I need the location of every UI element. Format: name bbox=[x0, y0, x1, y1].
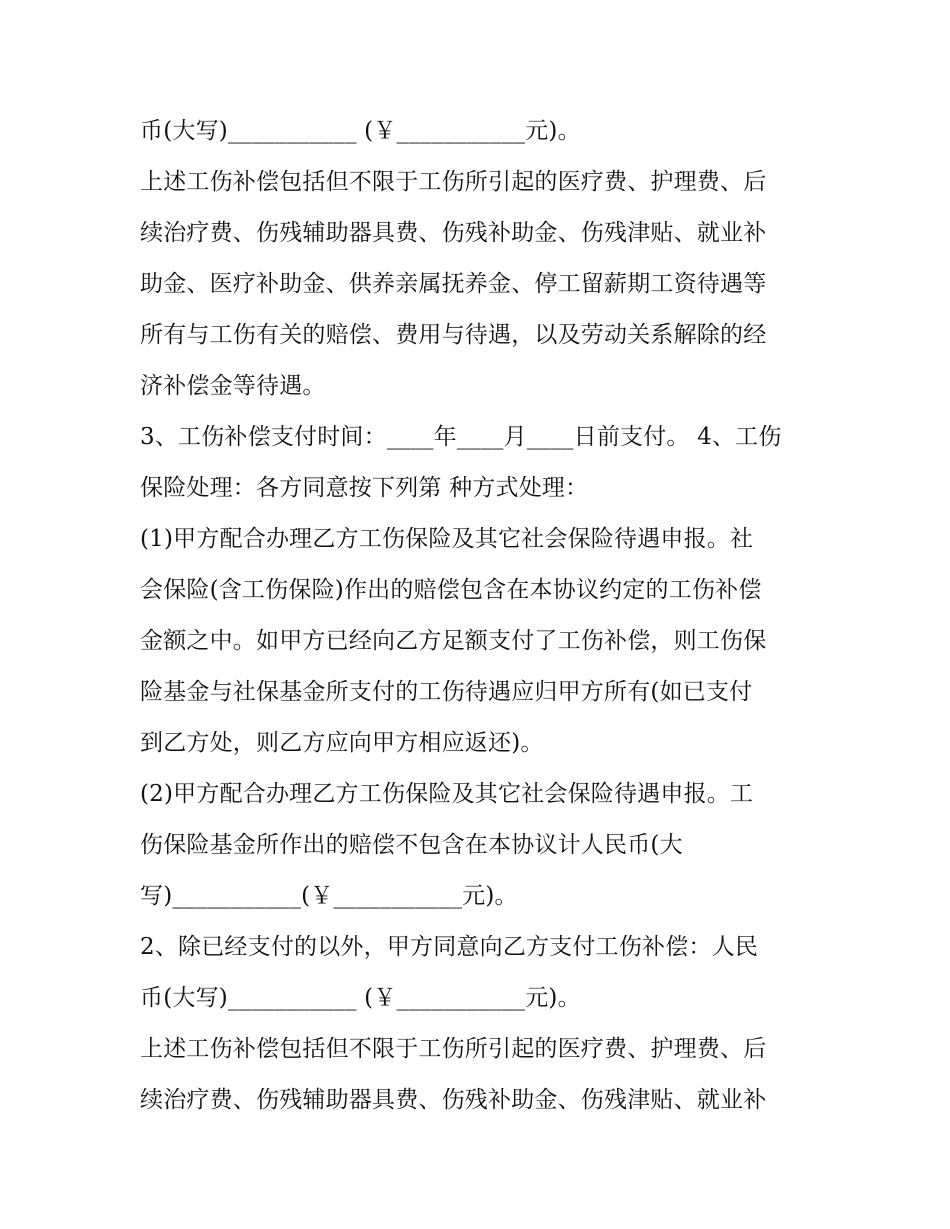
text-line-18: 币(大写)___________ (￥___________元)。 bbox=[140, 985, 581, 1011]
text-line-3: 续治疗费、伤残辅助器具费、伤残补助金、伤残津贴、就业补 bbox=[140, 220, 767, 246]
text-line-1: 币(大写)___________ (￥___________元)。 bbox=[140, 118, 581, 144]
text-line-2: 上述工伤补偿包括但不限于工伤所引起的医疗费、护理费、后 bbox=[140, 169, 767, 195]
text-line-5: 所有与工伤有关的赔偿、费用与待遇，以及劳动关系解除的经 bbox=[140, 322, 767, 348]
text-line-8: 保险处理：各方同意按下列第 种方式处理： bbox=[140, 475, 589, 501]
text-line-15: 伤保险基金所作出的赔偿不包含在本协议计人民币(大 bbox=[140, 832, 683, 858]
text-line-10: 会保险(含工伤保险)作出的赔偿包含在本协议约定的工伤补偿 bbox=[140, 577, 762, 603]
text-line-9: (1)甲方配合办理乙方工伤保险及其它社会保险待遇申报。社 bbox=[140, 526, 754, 552]
text-line-4: 助金、医疗补助金、供养亲属抚养金、停工留薪期工资待遇等 bbox=[140, 271, 767, 297]
text-line-11: 金额之中。如甲方已经向乙方足额支付了工伤补偿，则工伤保 bbox=[140, 628, 767, 654]
text-line-6: 济补偿金等待遇。 bbox=[140, 373, 326, 399]
text-line-7: 3、工伤补偿支付时间：____年____月____日前支付。 4、工伤 bbox=[140, 424, 782, 450]
text-line-17: 2、除已经支付的以外，甲方同意向乙方支付工伤补偿：人民 bbox=[140, 934, 759, 960]
text-line-12: 险基金与社保基金所支付的工伤待遇应归甲方所有(如已支付 bbox=[140, 679, 753, 705]
document-body bbox=[140, 106, 820, 1126]
text-line-16: 写)___________(￥___________元)。 bbox=[140, 883, 518, 909]
text-line-20: 续治疗费、伤残辅助器具费、伤残补助金、伤残津贴、就业补 bbox=[140, 1087, 767, 1113]
text-line-19: 上述工伤补偿包括但不限于工伤所引起的医疗费、护理费、后 bbox=[140, 1036, 767, 1062]
text-line-13: 到乙方处，则乙方应向甲方相应返还)。 bbox=[140, 730, 544, 756]
text-line-14: (2)甲方配合办理乙方工伤保险及其它社会保险待遇申报。工 bbox=[140, 781, 754, 807]
